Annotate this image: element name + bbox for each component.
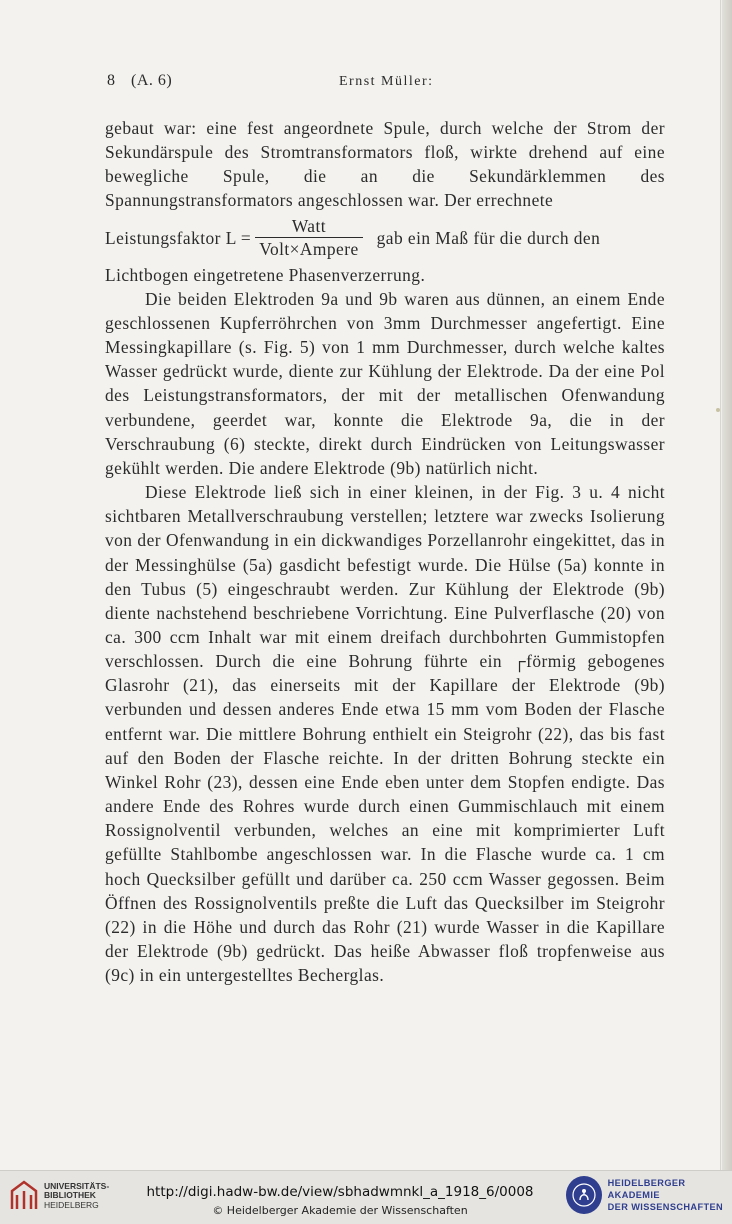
paragraph-1-start: gebaut war: eine fest angeordnete Spule, durch welche der Strom der Sekundärspule des Stromtransformators floß, wirkte drehend auf eine bewegliche Spule, die an die Sekundärklemmen des Spannungstransformators angeschlossen war. Der errechnete xyxy=(105,118,665,211)
section-reference: (A. 6) xyxy=(131,72,173,89)
formula-label: Leistungsfaktor L = xyxy=(105,227,252,248)
fraction-numerator: Watt xyxy=(291,216,327,237)
page-number: 8 xyxy=(107,72,116,89)
academy-name-line1: HEIDELBERGER AKADEMIE xyxy=(607,1178,686,1200)
permalink[interactable]: http://digi.hadw-bw.de/view/sbhadwmnkl_a_1918_6/0008 xyxy=(146,1184,534,1200)
paper-speck xyxy=(716,408,720,412)
power-factor-fraction xyxy=(255,215,362,260)
copyright-notice: © Heidelberger Akademie der Wissenschaften xyxy=(212,1204,468,1217)
library-name-line3: HEIDELBERG xyxy=(44,1199,99,1210)
formula-line xyxy=(105,213,665,263)
academy-name-line2: DER WISSENSCHAFTEN xyxy=(607,1202,724,1212)
academy-seal-icon xyxy=(566,1176,602,1214)
academy-logo[interactable] xyxy=(566,1176,732,1214)
page-edge xyxy=(722,0,732,1170)
academy-name xyxy=(608,1177,732,1213)
fraction-denominator: Volt×Ampere xyxy=(259,239,359,260)
library-name-line1: UNIVERSITÄTS- xyxy=(44,1180,110,1191)
library-name xyxy=(44,1182,109,1211)
paragraph-3: Diese Elektrode ließ sich in einer kleinen, in der Fig. 3 u. 4 nicht sichtbaren Metallverschraubung verstellen; letztere war zwecks Isolierung von der Ofenwandung in ein dickwandiges Porzellanrohr eingekittet, das in der Messinghülse (5a) gasdicht befestigt wurde. Die Hülse (5a) konnte in den Tubus (5) eingeschraubt werden. Zur Kühlung der Elektrode (9b) diente nachstehend beschriebene Vorrichtung. Eine Pulverflasche (20) von ca. 300 ccm Inhalt war mit einem dreifach durchbohrten Gummistopfen verschlossen. Durch die eine Bohrung führte ein ┌förmig gebogenes Glasrohr (21), das einerseits mit der Kapillare der Elektrode (9b) verbunden und dessen anderes Ende etwa 15 mm vom Boden der Flasche entfernt war. Die mittlere Bohrung enthielt ein Steigrohr (22), das bis fast auf den Boden der Flasche reichte. In der dritten Bohrung steckte ein Winkel Rohr (23), dessen eine Ende eben unter dem Stopfen endigte. Das andere Ende des Rohres wurde durch einen Gummischlauch mit einem Rossignolventil verbunden, welches an eine mit komprimierter Luft gefüllte Stahlbombe angeschlossen war. In die Flasche wurde ca. 1 cm hoch Quecksilber gefüllt und darüber ca. 250 ccm Wasser gegossen. Beim Öffnen des Rossignolventils preßte die Luft das Quecksilber im Steigrohr (22) in die Höhe und durch das Rohr (21) wurde Wasser in die Kapillare der Elektrode (9b) gedrückt. Das heiße Abwasser floß tropfenweise aus (9c) in ein untergestelltes Becherglas. xyxy=(105,482,665,986)
paragraph-1-end: Lichtbogen eingetretene Phasenverzerrung. xyxy=(105,264,426,285)
running-author: Ernst Müller: xyxy=(339,74,434,89)
library-name-line2: BIBLIOTHEK xyxy=(44,1190,96,1201)
library-emblem-icon xyxy=(8,1179,40,1213)
formula-continuation: gab ein Maß für die durch den xyxy=(376,227,601,248)
paragraph-2: Die beiden Elektroden 9a und 9b waren aus dünnen, an einem Ende geschlossenen Kupferröhrchen von 3mm Durchmesser angefertigt. Eine Messingkapillare (s. Fig. 5) von 1 mm Durchmesser, durch welche kaltes Wasser gedrückt wurde, diente zur Kühlung der Elektrode. Da der eine Pol des Leistungstransformators, der mit der metallischen Ofenwandung verbundene, geerdet war, konnte die Elektrode 9a, die in der Verschraubung (6) steckte, direkt durch Eindrücken von Leitungswasser gekühlt werden. Die andere Elektrode (9b) natürlich nicht. xyxy=(105,288,665,478)
body-text xyxy=(105,116,665,987)
viewer-footer xyxy=(0,1170,732,1224)
university-library-logo[interactable] xyxy=(8,1179,109,1213)
